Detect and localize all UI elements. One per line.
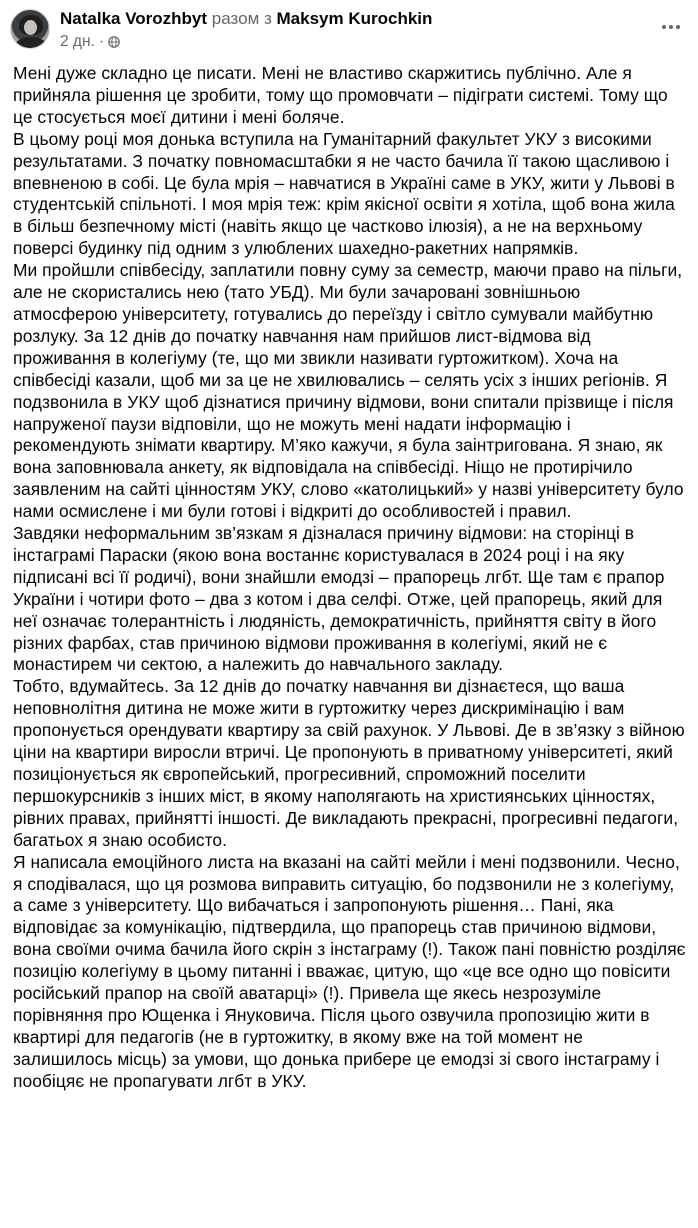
post-paragraph: Завдяки неформальним зв’язкам я дізналася причину відмови: на сторінці в інстаграмі Параски (якою вона востаннє користувалася в 2024 році і на яку підписані всі її родичі), вони знайшли емодзі – прапорець лгбт. Ще там є прапор України і чотири фото – два з котом і два селфі. Отже, цей прапорець, який для неї означає толерантність і людяність, демократичність, прийняття світу в його різних фарбах, став причиною відмови проживання в колегіумі, який не є монастирем чи сектою, а належить до навчального закладу. [13,523,665,675]
post-paragraph: В цьому році моя донька вступила на Гуманітарний факультет УКУ з високими результатами. З початку повномасштабки я не часто бачила її такою щасливою і впевненою в собі. Це була мрія – навчатися в Україні саме в УКУ, жити у Львові в студентській спільноті. І моя мрія теж: крім якісної освіти я хотіла, щоб вона жила в більш безпечному місті (навіть якщо це частково ілюзія), а не на верхньому поверсі будинку під одним з улюблених шахедно-ракетних напрямків. [13,128,675,259]
meta-separator: · [98,33,105,50]
post-paragraph: Ми пройшли співбесіду, заплатили повну суму за семестр, маючи право на пільги, але не скористались нею (тато УБД). Ми були зачаровані зовнішньою атмосферою університету, готувались до переїзду і світло сумували майбутню розлуку. За 12 днів до початку навчання нам прийшов лист-відмова від проживання в колегіуму (те, що ми звикли називати гуртожитком). Хоча на співбесіді казали, щоб ми за це не хвилювались – селять усіх з інших регіонів. Я подзвонила в УКУ щоб дізнатися причину відмови, вони спитали прізвище і після напруженої паузи відповіли, що не можуть мені надати інформацію і рекомендують знімати квартиру. М’яко кажучи, я була заінтригована. Я знаю, як вона заповнювала анкету, як відповідала на співбесіді. Ніщо не протирічило заявленим на сайті цінностям УКУ, слово «католицький» у назві університету було нами осмислене і ми були готові і відкриті до особливостей і правил. [13,260,684,522]
more-dot [662,25,666,29]
author-name-link[interactable]: Natalka Vorozhbyt [60,9,208,28]
post-timestamp-link[interactable]: 2 дн. [60,33,95,50]
globe-icon[interactable] [108,32,120,52]
post-text [13,63,686,1093]
more-options-icon[interactable] [658,17,684,37]
avatar-face [24,20,37,35]
globe-icon-graphic [108,36,120,48]
post-paragraph: Я написала емоційного листа на вказані на сайті мейли і мені подзвонили. Чесно, я сподівалася, що ця розмова виправить ситуацію, бо подзвонили не з колегіуму, а саме з університету. Що вибачаться і запропонують рішення… Пані, яка відповідає за комунікацію, підтвердила, що прапорець став причиною відмови, вона своїми очима бачила його скрін з інстаграму (!). Також пані повністю розділяє позицію колегіуму в цьому питанні і вважає, цитую, що «це все одно що повісити російський прапор на своїй аватарці» (!). Привела ще якесь незрозуміле порівняння про Ющенка і Януковича. Після цього озвучила пропозицію жити в квартирі для педагогів (не в гуртожитку, в якому вже на той момент не залишилось місць) за умови, що донька прибере це емодзі зі свого інстаграму і пообіцяє не пропагувати лгбт в УКУ. [13,851,686,1091]
post-authors-line [60,9,432,29]
post-meta [60,32,120,52]
authors-connector: разом з [211,9,272,28]
author-avatar[interactable] [10,9,50,49]
coauthor-name-link[interactable]: Maksym Kurochkin [276,9,433,28]
post-header [10,7,688,55]
avatar-shoulders [15,37,47,49]
post-paragraph: Мені дуже складно це писати. Мені не властиво скаржитись публічно. Але я прийняла рішення це зробити, тому що промовчати – підіграти системі. Тому що це стосується моєї дитини і мені боляче. [13,63,668,127]
more-dot [676,25,680,29]
more-dot [669,25,673,29]
post-paragraph: Тобто, вдумайтесь. За 12 днів до початку навчання ви дізнаєтеся, що ваша неповнолітня дитина не може жити в гуртожитку через дискримінацію і вам пропонується орендувати квартиру за свій рахунок. У Львові. Де в зв’язку з війною ціни на квартири виросли втричі. Це пропонують в приватному університеті, який позиціонується як європейський, прогресивний, спроможний поселити першокурсників з інших міст, в якому наполягають на християнських цінностях, рівних правах, прийнятті іншості. Де викладають прекрасні, прогресивні педагоги, багатьох я знаю особисто. [13,676,685,850]
